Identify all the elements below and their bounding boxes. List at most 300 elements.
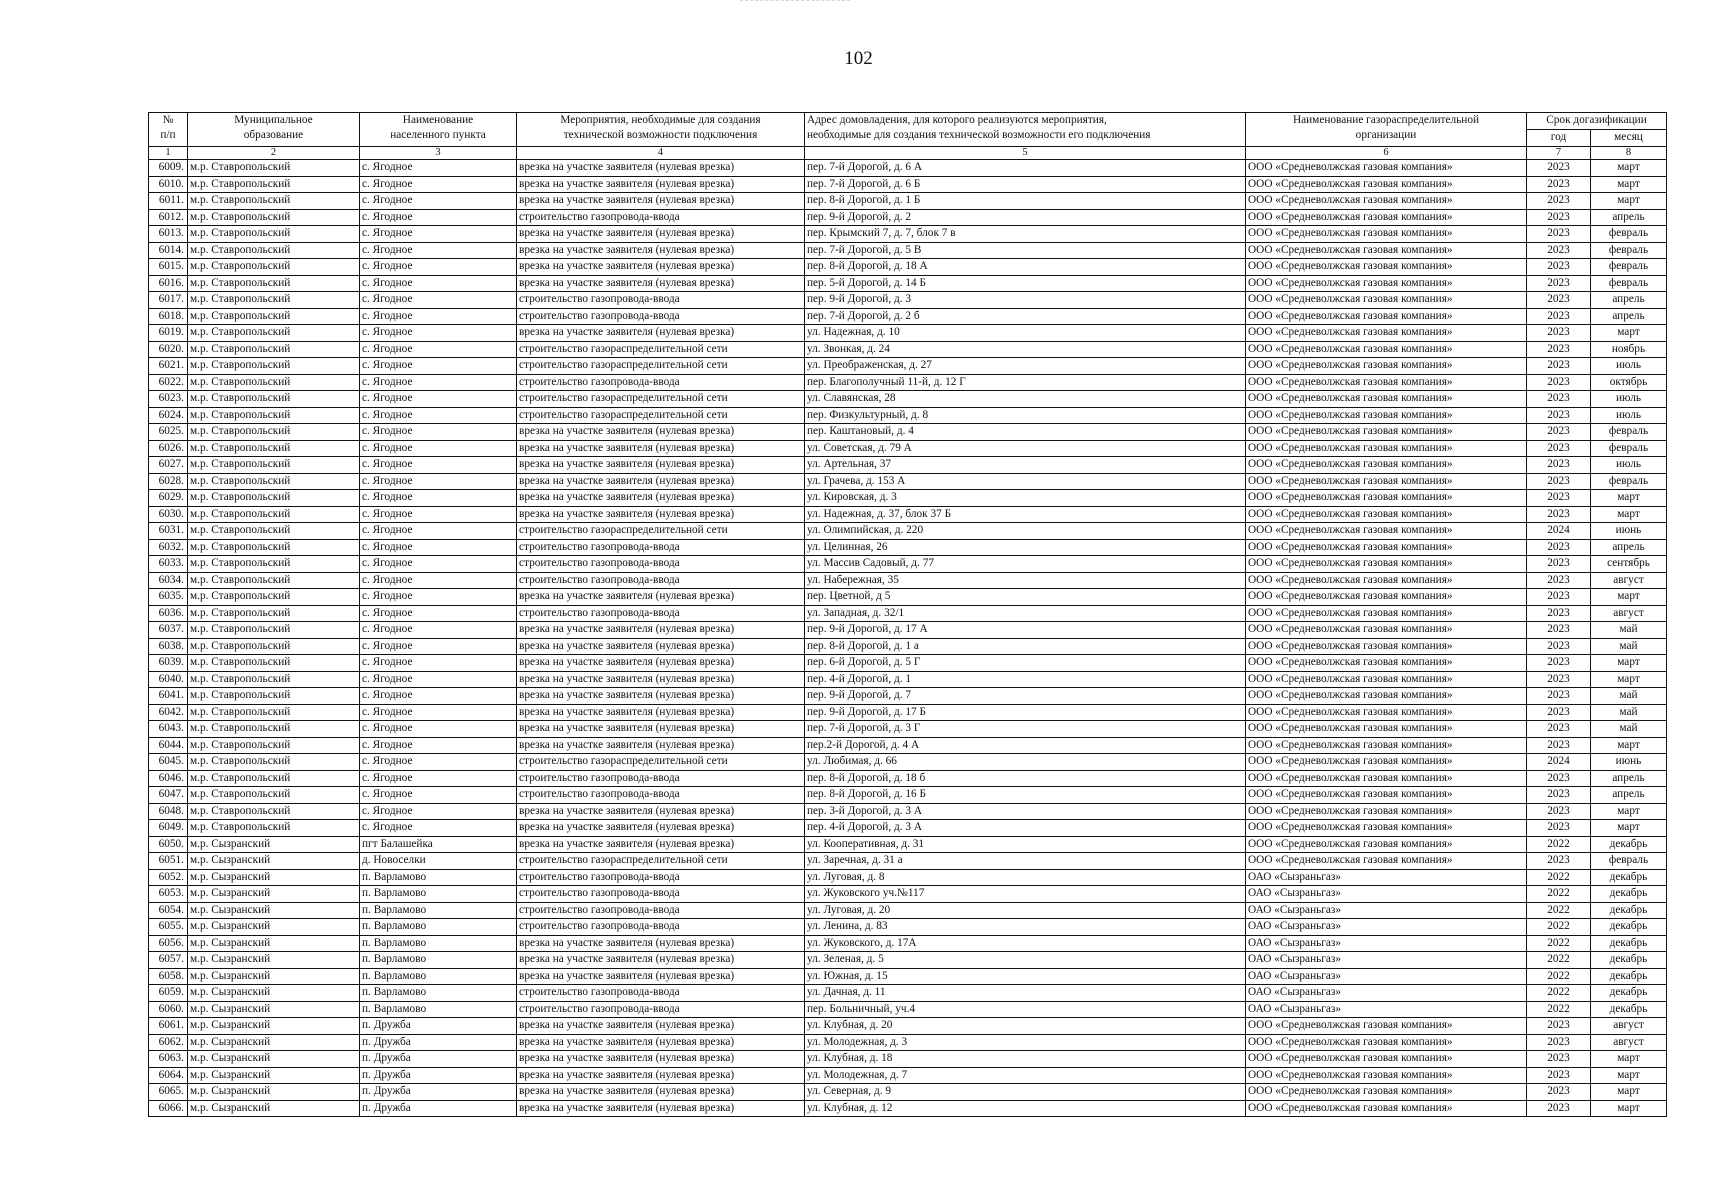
- measure-cell: строительство газораспределительной сети: [517, 523, 805, 540]
- organization-cell: ООО «Средневолжская газовая компания»: [1246, 589, 1527, 606]
- settlement-cell: с. Ягодное: [360, 193, 517, 210]
- row-number: 6066.: [149, 1100, 188, 1117]
- month-cell: март: [1591, 176, 1667, 193]
- row-number: 6024.: [149, 407, 188, 424]
- address-cell: пер. 7-й Дорогой, д. 3 Г: [805, 721, 1246, 738]
- row-number: 6051.: [149, 853, 188, 870]
- table-row: [149, 308, 1667, 325]
- settlement-cell: с. Ягодное: [360, 539, 517, 556]
- table-row: [149, 671, 1667, 688]
- table-row: [149, 638, 1667, 655]
- address-cell: ул. Молодежная, д. 7: [805, 1067, 1246, 1084]
- settlement-cell: с. Ягодное: [360, 275, 517, 292]
- year-cell: 2023: [1527, 292, 1591, 309]
- month-cell: май: [1591, 721, 1667, 738]
- organization-cell: ООО «Средневолжская газовая компания»: [1246, 605, 1527, 622]
- address-cell: ул. Жуковского уч.№117: [805, 886, 1246, 903]
- address-cell: ул. Жуковского, д. 17А: [805, 935, 1246, 952]
- table-row: [149, 1051, 1667, 1068]
- month-cell: март: [1591, 671, 1667, 688]
- settlement-cell: с. Ягодное: [360, 770, 517, 787]
- row-number: 6011.: [149, 193, 188, 210]
- address-cell: ул. Дачная, д. 11: [805, 985, 1246, 1002]
- address-cell: ул. Зеленая, д. 5: [805, 952, 1246, 969]
- settlement-cell: с. Ягодное: [360, 721, 517, 738]
- year-cell: 2023: [1527, 638, 1591, 655]
- table-row: [149, 985, 1667, 1002]
- municipality-cell: м.р. Ставропольский: [188, 407, 360, 424]
- month-cell: февраль: [1591, 424, 1667, 441]
- organization-cell: ООО «Средневолжская газовая компания»: [1246, 473, 1527, 490]
- organization-cell: ООО «Средневолжская газовая компания»: [1246, 259, 1527, 276]
- year-cell: 2022: [1527, 1001, 1591, 1018]
- table-row: [149, 556, 1667, 573]
- organization-cell: ООО «Средневолжская газовая компания»: [1246, 341, 1527, 358]
- measure-cell: врезка на участке заявителя (нулевая врезка): [517, 721, 805, 738]
- municipality-cell: м.р. Сызранский: [188, 902, 360, 919]
- address-cell: пер. 8-й Дорогой, д. 16 Б: [805, 787, 1246, 804]
- row-number: 6039.: [149, 655, 188, 672]
- year-cell: 2023: [1527, 506, 1591, 523]
- measure-cell: строительство газопровода-ввода: [517, 886, 805, 903]
- row-number: 6045.: [149, 754, 188, 771]
- row-number: 6010.: [149, 176, 188, 193]
- measure-cell: врезка на участке заявителя (нулевая врезка): [517, 457, 805, 474]
- address-cell: ул. Южная, д. 15: [805, 968, 1246, 985]
- settlement-cell: с. Ягодное: [360, 457, 517, 474]
- settlement-cell: с. Ягодное: [360, 407, 517, 424]
- municipality-cell: м.р. Сызранский: [188, 886, 360, 903]
- organization-cell: ООО «Средневолжская газовая компания»: [1246, 836, 1527, 853]
- address-cell: пер. 8-й Дорогой, д. 18 б: [805, 770, 1246, 787]
- table-row: [149, 209, 1667, 226]
- year-cell: 2023: [1527, 1067, 1591, 1084]
- settlement-cell: п. Дружба: [360, 1084, 517, 1101]
- settlement-cell: п. Дружба: [360, 1100, 517, 1117]
- settlement-cell: с. Ягодное: [360, 325, 517, 342]
- year-cell: 2023: [1527, 242, 1591, 259]
- month-cell: февраль: [1591, 473, 1667, 490]
- table-row: [149, 539, 1667, 556]
- settlement-cell: с. Ягодное: [360, 754, 517, 771]
- year-cell: 2023: [1527, 457, 1591, 474]
- year-cell: 2023: [1527, 787, 1591, 804]
- organization-cell: ООО «Средневолжская газовая компания»: [1246, 325, 1527, 342]
- year-cell: 2023: [1527, 655, 1591, 672]
- header-address: Адрес домовладения, для которого реализуются мероприятия, необходимые для создания технической возможности его подключения: [805, 113, 1246, 147]
- row-number: 6056.: [149, 935, 188, 952]
- organization-cell: ООО «Средневолжская газовая компания»: [1246, 242, 1527, 259]
- month-cell: июнь: [1591, 754, 1667, 771]
- organization-cell: ООО «Средневолжская газовая компания»: [1246, 803, 1527, 820]
- year-cell: 2023: [1527, 622, 1591, 639]
- organization-cell: ООО «Средневолжская газовая компания»: [1246, 374, 1527, 391]
- municipality-cell: м.р. Ставропольский: [188, 572, 360, 589]
- measure-cell: строительство газопровода-ввода: [517, 605, 805, 622]
- table-row: [149, 226, 1667, 243]
- table-row: [149, 721, 1667, 738]
- table-row: [149, 803, 1667, 820]
- measure-cell: строительство газопровода-ввода: [517, 1001, 805, 1018]
- address-cell: пер. 9-й Дорогой, д. 17 А: [805, 622, 1246, 639]
- municipality-cell: м.р. Ставропольский: [188, 226, 360, 243]
- month-cell: март: [1591, 589, 1667, 606]
- settlement-cell: п. Варламово: [360, 1001, 517, 1018]
- organization-cell: ООО «Средневолжская газовая компания»: [1246, 506, 1527, 523]
- measure-cell: строительство газопровода-ввода: [517, 770, 805, 787]
- year-cell: 2023: [1527, 226, 1591, 243]
- table-row: [149, 869, 1667, 886]
- address-cell: ул. Набережная, 35: [805, 572, 1246, 589]
- organization-cell: ООО «Средневолжская газовая компания»: [1246, 358, 1527, 375]
- measure-cell: врезка на участке заявителя (нулевая врезка): [517, 622, 805, 639]
- organization-cell: ООО «Средневолжская газовая компания»: [1246, 424, 1527, 441]
- measure-cell: врезка на участке заявителя (нулевая врезка): [517, 704, 805, 721]
- settlement-cell: п. Варламово: [360, 985, 517, 1002]
- municipality-cell: м.р. Сызранский: [188, 1100, 360, 1117]
- address-cell: ул. Звонкая, д. 24: [805, 341, 1246, 358]
- year-cell: 2023: [1527, 737, 1591, 754]
- table-row: [149, 358, 1667, 375]
- column-number: 2: [188, 147, 360, 160]
- month-cell: февраль: [1591, 440, 1667, 457]
- municipality-cell: м.р. Ставропольский: [188, 638, 360, 655]
- year-cell: 2023: [1527, 820, 1591, 837]
- measure-cell: строительство газопровода-ввода: [517, 572, 805, 589]
- month-cell: декабрь: [1591, 869, 1667, 886]
- year-cell: 2023: [1527, 688, 1591, 705]
- municipality-cell: м.р. Сызранский: [188, 836, 360, 853]
- measure-cell: врезка на участке заявителя (нулевая врезка): [517, 490, 805, 507]
- header-settlement: Наименование населенного пункта: [360, 113, 517, 147]
- month-cell: июль: [1591, 407, 1667, 424]
- address-cell: пер. Больничный, уч.4: [805, 1001, 1246, 1018]
- municipality-cell: м.р. Сызранский: [188, 1034, 360, 1051]
- settlement-cell: п. Варламово: [360, 869, 517, 886]
- year-cell: 2022: [1527, 985, 1591, 1002]
- header-year: год: [1527, 130, 1591, 147]
- municipality-cell: м.р. Ставропольский: [188, 259, 360, 276]
- settlement-cell: с. Ягодное: [360, 506, 517, 523]
- row-number: 6042.: [149, 704, 188, 721]
- municipality-cell: м.р. Ставропольский: [188, 589, 360, 606]
- year-cell: 2023: [1527, 605, 1591, 622]
- measure-cell: врезка на участке заявителя (нулевая врезка): [517, 1084, 805, 1101]
- table-row: [149, 473, 1667, 490]
- month-cell: декабрь: [1591, 968, 1667, 985]
- settlement-cell: п. Варламово: [360, 902, 517, 919]
- year-cell: 2022: [1527, 935, 1591, 952]
- settlement-cell: с. Ягодное: [360, 308, 517, 325]
- row-number: 6052.: [149, 869, 188, 886]
- table-row: [149, 688, 1667, 705]
- address-cell: ул. Надежная, д. 37, блок 37 Б: [805, 506, 1246, 523]
- address-cell: пер. Физкультурный, д. 8: [805, 407, 1246, 424]
- settlement-cell: с. Ягодное: [360, 374, 517, 391]
- table-row: [149, 176, 1667, 193]
- measure-cell: врезка на участке заявителя (нулевая врезка): [517, 589, 805, 606]
- row-number: 6055.: [149, 919, 188, 936]
- row-number: 6044.: [149, 737, 188, 754]
- year-cell: 2022: [1527, 836, 1591, 853]
- year-cell: 2022: [1527, 952, 1591, 969]
- measure-cell: врезка на участке заявителя (нулевая врезка): [517, 259, 805, 276]
- table-row: [149, 853, 1667, 870]
- year-cell: 2023: [1527, 374, 1591, 391]
- row-number: 6031.: [149, 523, 188, 540]
- year-cell: 2023: [1527, 770, 1591, 787]
- year-cell: 2023: [1527, 1034, 1591, 1051]
- row-number: 6047.: [149, 787, 188, 804]
- address-cell: ул. Надежная, д. 10: [805, 325, 1246, 342]
- municipality-cell: м.р. Ставропольский: [188, 671, 360, 688]
- municipality-cell: м.р. Ставропольский: [188, 193, 360, 210]
- row-number: 6046.: [149, 770, 188, 787]
- year-cell: 2023: [1527, 1100, 1591, 1117]
- row-number: 6035.: [149, 589, 188, 606]
- row-number: 6059.: [149, 985, 188, 1002]
- municipality-cell: м.р. Сызранский: [188, 1018, 360, 1035]
- column-number: 3: [360, 147, 517, 160]
- organization-cell: ООО «Средневолжская газовая компания»: [1246, 226, 1527, 243]
- column-number: 7: [1527, 147, 1591, 160]
- measure-cell: врезка на участке заявителя (нулевая врезка): [517, 836, 805, 853]
- municipality-cell: м.р. Ставропольский: [188, 424, 360, 441]
- row-number: 6048.: [149, 803, 188, 820]
- settlement-cell: с. Ягодное: [360, 787, 517, 804]
- settlement-cell: с. Ягодное: [360, 655, 517, 672]
- municipality-cell: м.р. Ставропольский: [188, 803, 360, 820]
- row-number: 6020.: [149, 341, 188, 358]
- month-cell: март: [1591, 193, 1667, 210]
- municipality-cell: м.р. Ставропольский: [188, 506, 360, 523]
- month-cell: март: [1591, 1084, 1667, 1101]
- table-row: [149, 952, 1667, 969]
- year-cell: 2023: [1527, 556, 1591, 573]
- table-row: [149, 968, 1667, 985]
- municipality-cell: м.р. Сызранский: [188, 869, 360, 886]
- address-cell: пер. 7-й Дорогой, д. 2 б: [805, 308, 1246, 325]
- table-row: [149, 737, 1667, 754]
- year-cell: 2023: [1527, 391, 1591, 408]
- table-row: [149, 275, 1667, 292]
- header-term: Срок догазификации: [1527, 113, 1667, 130]
- municipality-cell: м.р. Ставропольский: [188, 523, 360, 540]
- table-row: [149, 902, 1667, 919]
- column-number: 8: [1591, 147, 1667, 160]
- month-cell: октябрь: [1591, 374, 1667, 391]
- organization-cell: ООО «Средневолжская газовая компания»: [1246, 754, 1527, 771]
- month-cell: август: [1591, 572, 1667, 589]
- month-cell: февраль: [1591, 242, 1667, 259]
- table-row: [149, 523, 1667, 540]
- header-municipality: Муниципальное образование: [188, 113, 360, 147]
- measure-cell: врезка на участке заявителя (нулевая врезка): [517, 638, 805, 655]
- address-cell: ул. Северная, д. 9: [805, 1084, 1246, 1101]
- organization-cell: ООО «Средневолжская газовая компания»: [1246, 688, 1527, 705]
- table-row: [149, 160, 1667, 177]
- settlement-cell: с. Ягодное: [360, 391, 517, 408]
- year-cell: 2022: [1527, 968, 1591, 985]
- table-row: [149, 754, 1667, 771]
- address-cell: пер. 5-й Дорогой, д. 14 Б: [805, 275, 1246, 292]
- table-row: [149, 292, 1667, 309]
- month-cell: сентябрь: [1591, 556, 1667, 573]
- table-row: [149, 325, 1667, 342]
- table-row: [149, 490, 1667, 507]
- month-cell: февраль: [1591, 853, 1667, 870]
- measure-cell: врезка на участке заявителя (нулевая врезка): [517, 160, 805, 177]
- row-number: 6013.: [149, 226, 188, 243]
- organization-cell: ООО «Средневолжская газовая компания»: [1246, 193, 1527, 210]
- table-row: [149, 787, 1667, 804]
- month-cell: март: [1591, 803, 1667, 820]
- municipality-cell: м.р. Ставропольский: [188, 440, 360, 457]
- row-number: 6012.: [149, 209, 188, 226]
- row-number: 6030.: [149, 506, 188, 523]
- header-organization: Наименование газораспределительной организации: [1246, 113, 1527, 147]
- organization-cell: ООО «Средневолжская газовая компания»: [1246, 1051, 1527, 1068]
- address-cell: пер. 3-й Дорогой, д. 3 А: [805, 803, 1246, 820]
- address-cell: пер. 6-й Дорогой, д. 5 Г: [805, 655, 1246, 672]
- year-cell: 2023: [1527, 1018, 1591, 1035]
- address-cell: ул. Славянская, 28: [805, 391, 1246, 408]
- month-cell: март: [1591, 820, 1667, 837]
- municipality-cell: м.р. Ставропольский: [188, 292, 360, 309]
- row-number: 6037.: [149, 622, 188, 639]
- year-cell: 2023: [1527, 589, 1591, 606]
- municipality-cell: м.р. Ставропольский: [188, 341, 360, 358]
- organization-cell: ООО «Средневолжская газовая компания»: [1246, 308, 1527, 325]
- table-header: [149, 113, 1667, 160]
- year-cell: 2023: [1527, 160, 1591, 177]
- settlement-cell: с. Ягодное: [360, 226, 517, 243]
- municipality-cell: м.р. Ставропольский: [188, 160, 360, 177]
- month-cell: апрель: [1591, 209, 1667, 226]
- measure-cell: врезка на участке заявителя (нулевая врезка): [517, 242, 805, 259]
- address-cell: пер. Благополучный 11-й, д. 12 Г: [805, 374, 1246, 391]
- row-number: 6025.: [149, 424, 188, 441]
- address-cell: ул. Западная, д. 32/1: [805, 605, 1246, 622]
- settlement-cell: п. Варламово: [360, 952, 517, 969]
- address-cell: пер. 7-й Дорогой, д. 6 Б: [805, 176, 1246, 193]
- year-cell: 2023: [1527, 325, 1591, 342]
- row-number: 6029.: [149, 490, 188, 507]
- municipality-cell: м.р. Ставропольский: [188, 457, 360, 474]
- settlement-cell: с. Ягодное: [360, 556, 517, 573]
- month-cell: июнь: [1591, 523, 1667, 540]
- organization-cell: ООО «Средневолжская газовая компания»: [1246, 671, 1527, 688]
- organization-cell: ООО «Средневолжская газовая компания»: [1246, 1067, 1527, 1084]
- year-cell: 2023: [1527, 358, 1591, 375]
- year-cell: 2022: [1527, 869, 1591, 886]
- month-cell: май: [1591, 704, 1667, 721]
- organization-cell: ООО «Средневолжская газовая компания»: [1246, 490, 1527, 507]
- settlement-cell: с. Ягодное: [360, 572, 517, 589]
- settlement-cell: с. Ягодное: [360, 737, 517, 754]
- column-number: 1: [149, 147, 188, 160]
- row-number: 6064.: [149, 1067, 188, 1084]
- row-number: 6040.: [149, 671, 188, 688]
- organization-cell: ООО «Средневолжская газовая компания»: [1246, 292, 1527, 309]
- measure-cell: строительство газораспределительной сети: [517, 853, 805, 870]
- municipality-cell: м.р. Ставропольский: [188, 754, 360, 771]
- year-cell: 2023: [1527, 853, 1591, 870]
- settlement-cell: п. Дружба: [360, 1051, 517, 1068]
- settlement-cell: с. Ягодное: [360, 358, 517, 375]
- settlement-cell: с. Ягодное: [360, 473, 517, 490]
- row-number: 6026.: [149, 440, 188, 457]
- header-month: месяц: [1591, 130, 1667, 147]
- column-number: 4: [517, 147, 805, 160]
- settlement-cell: п. Дружба: [360, 1034, 517, 1051]
- settlement-cell: с. Ягодное: [360, 176, 517, 193]
- municipality-cell: м.р. Ставропольский: [188, 737, 360, 754]
- organization-cell: ООО «Средневолжская газовая компания»: [1246, 440, 1527, 457]
- settlement-cell: с. Ягодное: [360, 209, 517, 226]
- column-number: 5: [805, 147, 1246, 160]
- table-row: [149, 1034, 1667, 1051]
- address-cell: ул. Любимая, д. 66: [805, 754, 1246, 771]
- row-number: 6019.: [149, 325, 188, 342]
- municipality-cell: м.р. Ставропольский: [188, 721, 360, 738]
- organization-cell: ОАО «Сызраньгаз»: [1246, 1001, 1527, 1018]
- municipality-cell: м.р. Ставропольский: [188, 787, 360, 804]
- year-cell: 2022: [1527, 902, 1591, 919]
- measure-cell: врезка на участке заявителя (нулевая врезка): [517, 671, 805, 688]
- row-number: 6054.: [149, 902, 188, 919]
- measure-cell: врезка на участке заявителя (нулевая врезка): [517, 506, 805, 523]
- year-cell: 2022: [1527, 919, 1591, 936]
- organization-cell: ООО «Средневолжская газовая компания»: [1246, 160, 1527, 177]
- header-num: № п/п: [149, 113, 188, 147]
- table-row: [149, 1100, 1667, 1117]
- month-cell: декабрь: [1591, 952, 1667, 969]
- row-number: 6057.: [149, 952, 188, 969]
- month-cell: март: [1591, 737, 1667, 754]
- row-number: 6033.: [149, 556, 188, 573]
- address-cell: пер. 8-й Дорогой, д. 1 а: [805, 638, 1246, 655]
- measure-cell: строительство газопровода-ввода: [517, 209, 805, 226]
- municipality-cell: м.р. Ставропольский: [188, 539, 360, 556]
- year-cell: 2023: [1527, 1051, 1591, 1068]
- month-cell: март: [1591, 325, 1667, 342]
- table-row: [149, 770, 1667, 787]
- organization-cell: ОАО «Сызраньгаз»: [1246, 968, 1527, 985]
- municipality-cell: м.р. Ставропольский: [188, 490, 360, 507]
- measure-cell: врезка на участке заявителя (нулевая врезка): [517, 325, 805, 342]
- measure-cell: строительство газопровода-ввода: [517, 919, 805, 936]
- address-cell: пер. 4-й Дорогой, д. 3 А: [805, 820, 1246, 837]
- organization-cell: ООО «Средневолжская газовая компания»: [1246, 407, 1527, 424]
- municipality-cell: м.р. Ставропольский: [188, 605, 360, 622]
- row-number: 6016.: [149, 275, 188, 292]
- settlement-cell: д. Новоселки: [360, 853, 517, 870]
- month-cell: декабрь: [1591, 836, 1667, 853]
- organization-cell: ООО «Средневолжская газовая компания»: [1246, 275, 1527, 292]
- scan-artifact: [740, 0, 850, 11]
- settlement-cell: с. Ягодное: [360, 424, 517, 441]
- month-cell: апрель: [1591, 539, 1667, 556]
- table-row: [149, 572, 1667, 589]
- settlement-cell: с. Ягодное: [360, 638, 517, 655]
- row-number: 6023.: [149, 391, 188, 408]
- municipality-cell: м.р. Ставропольский: [188, 374, 360, 391]
- month-cell: июль: [1591, 457, 1667, 474]
- month-cell: май: [1591, 638, 1667, 655]
- address-cell: пер. 9-й Дорогой, д. 7: [805, 688, 1246, 705]
- organization-cell: ОАО «Сызраньгаз»: [1246, 919, 1527, 936]
